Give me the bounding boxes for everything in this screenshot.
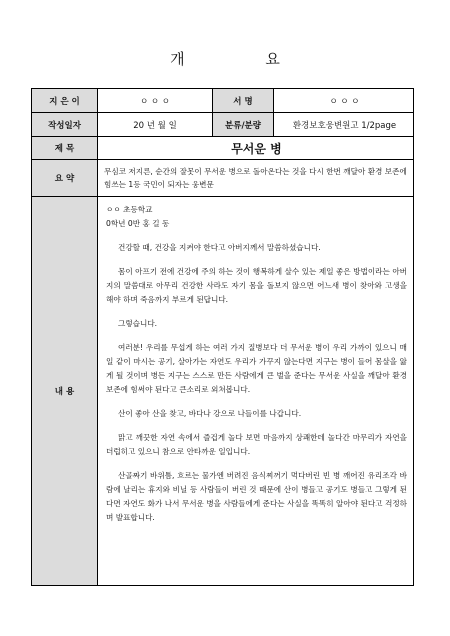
student-line: 0학년 0반 홍 길 동 (106, 219, 170, 228)
name-label: 서 명 (213, 89, 274, 112)
author-row (32, 89, 413, 113)
paragraph: 맑고 깨끗한 자연 속에서 즐겁게 놀다 보면 마음까지 상쾌한데 놀다간 마무리가 자연을 더럽히고 있으니 참으로 안타까운 일입니다. (106, 433, 407, 456)
category-label: 분류/분량 (213, 113, 274, 136)
subject-label: 제 목 (32, 137, 98, 159)
content-row (32, 197, 413, 585)
date-row (32, 113, 413, 137)
subject-value: 무서운 병 (231, 141, 282, 156)
page-title: 개 요 (170, 50, 318, 68)
subject-row (32, 137, 413, 160)
name-value: ㅇ ㅇ ㅇ (329, 96, 360, 107)
content-body (98, 197, 415, 585)
school-line: ㅇㅇ 초등학교 (106, 205, 153, 214)
summary-form-table (31, 88, 414, 586)
paragraph: 산골짜기 바위틈, 흐르는 물가엔 버려진 음식찌꺼기 먹다버린 빈 병 깨어진 유리조각 바람에 날리는 휴지와 비닐 등 사람들이 버린 것 때문에 산이 병들고 공기도 병들고 그렇게 된다면 자연도 화가 나서 무서운 병을 사람들에게 준다는 사실을 똑똑히 알아야 된다고 걱정하며 발표합니다. (106, 471, 407, 522)
category-value: 환경보호웅변원고 1/2page (292, 120, 397, 131)
paragraph: 산이 좋아 산을 찾고, 바다나 강으로 나들이를 나갑니다. (118, 409, 302, 418)
summary-row (32, 160, 413, 197)
summary-label: 요 약 (32, 160, 98, 196)
summary-value: 무심코 저지른, 순간의 잘못이 무서운 병으로 돌아온다는 것을 다시 한번 깨달아 환경 보존에 힘쓰는 1등 국민이 되자는 웅변문 (104, 167, 407, 189)
date-value: 20 년 월 일 (98, 113, 213, 136)
paragraph: 몸이 아프기 전에 건강에 주의 하는 것이 행복하게 살수 있는 제일 좋은 방법이라는 아버지의 말씀대로 아무리 건강한 사라도 자기 몸을 돌보지 않으면 어느새 병이 찾아와 고생을 해야 하며 죽음까지 부르게 된답니다. (106, 267, 407, 304)
date-label: 작성일자 (32, 113, 98, 136)
paragraph: 그렇습니다. (118, 319, 158, 328)
paragraph: 여러분! 우리를 무섭게 하는 여러 가지 질병보다 더 무서운 병이 우리 가까이 있으니 매일 같이 마시는 공기, 살아가는 자연도 우리가 가꾸지 않는다면 지구는 병이 들어 몸살을 앓게 될 것이며 병든 지구는 스스로 만든 사람에게 큰 벌을 준다는 무서운 사실을 깨달아 환경 보존에 힘써야 된다고 큰소리로 외쳐봅니다. (106, 343, 407, 394)
author-label: 지 은 이 (32, 89, 98, 112)
paragraph: 건강할 때, 건강을 지켜야 한다고 아버지께서 말씀하셨습니다. (118, 243, 321, 252)
author-value: ㅇ ㅇ ㅇ (98, 89, 213, 112)
content-label: 내 용 (32, 197, 98, 585)
